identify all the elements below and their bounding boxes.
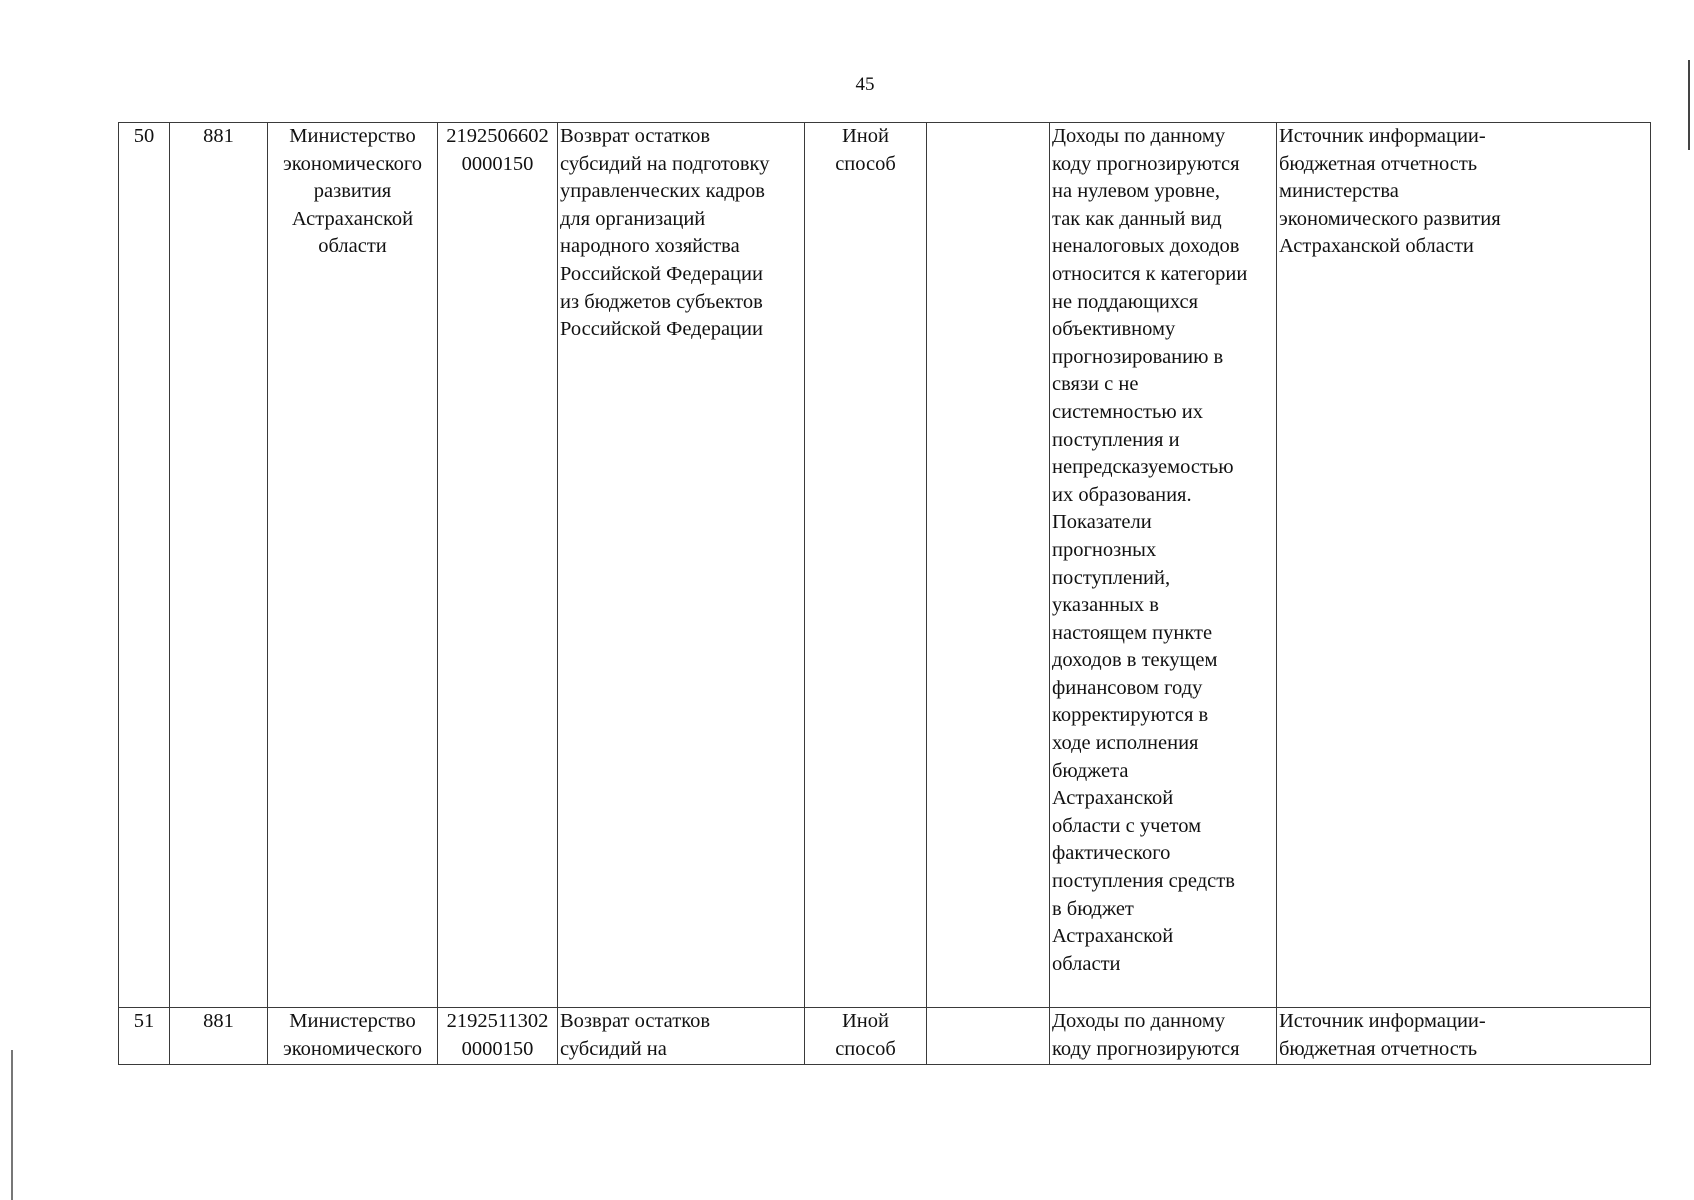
info-source: Источник информации- бюджетная отчетность министерства экономического развития Астраханской области — [1279, 125, 1501, 258]
administrator-name: Министерство экономического — [282, 1010, 423, 1060]
method-cell — [805, 123, 927, 1008]
administrator-cell — [268, 1008, 438, 1065]
kbk-code: 2192511302 0000150 — [446, 1010, 549, 1060]
comment-cell — [1050, 1008, 1277, 1065]
forecast-comment: Доходы по данному коду прогнозируются — [1052, 1010, 1240, 1060]
page-number: 45 — [855, 74, 875, 95]
table-row — [119, 123, 1651, 1008]
administrator-name: Министерство экономического развития Астраханской области — [282, 125, 423, 258]
administrator-cell — [268, 123, 438, 1008]
admin-code-cell — [170, 1008, 268, 1065]
forecast-method: Иной способ — [835, 1010, 896, 1060]
admin-code-cell — [170, 123, 268, 1008]
table-row — [119, 1008, 1651, 1065]
info-source: Источник информации- бюджетная отчетность — [1279, 1010, 1486, 1060]
row-number: 50 — [133, 125, 155, 147]
row-number-cell — [119, 123, 170, 1008]
row-number: 51 — [133, 1010, 155, 1032]
kbk-code: 2192506602 0000150 — [446, 125, 549, 175]
admin-code: 881 — [203, 1010, 234, 1032]
comment-cell — [1050, 123, 1277, 1008]
method-cell — [805, 1008, 927, 1065]
revenue-name-cell — [558, 1008, 805, 1065]
source-cell — [1277, 1008, 1651, 1065]
scan-edge-mark — [1688, 60, 1690, 150]
row-number-cell — [119, 1008, 170, 1065]
forecast-method: Иной способ — [835, 125, 896, 175]
revenue-forecast-table — [118, 122, 1651, 1065]
revenue-name: Возврат остатков субсидий на подготовку управленческих кадров для организаций народного хозяйства Российской Федерации из бюджетов субъектов Российской Федерации — [560, 125, 770, 341]
formula-cell — [927, 1008, 1050, 1065]
revenue-name: Возврат остатков субсидий на — [560, 1010, 711, 1060]
kbk-cell — [438, 123, 558, 1008]
revenue-name-cell — [558, 123, 805, 1008]
formula-cell — [927, 123, 1050, 1008]
kbk-cell — [438, 1008, 558, 1065]
forecast-comment: Доходы по данному коду прогнозируются на нулевом уровне, так как данный вид неналоговых доходов относится к категории не поддающихся объективному прогнозированию в связи с не системностью их поступления и непредсказуемостью их образования. Показатели прогнозных поступлений, указанных в настоящем пункте доходов в текущем финансовом году корректируются в ходе исполнения бюджета Астраханской области с учетом фактического поступления средств в бюджет Астраханской области — [1052, 125, 1248, 975]
source-cell — [1277, 123, 1651, 1008]
scan-edge-mark-left — [11, 1050, 13, 1200]
admin-code: 881 — [203, 125, 234, 147]
